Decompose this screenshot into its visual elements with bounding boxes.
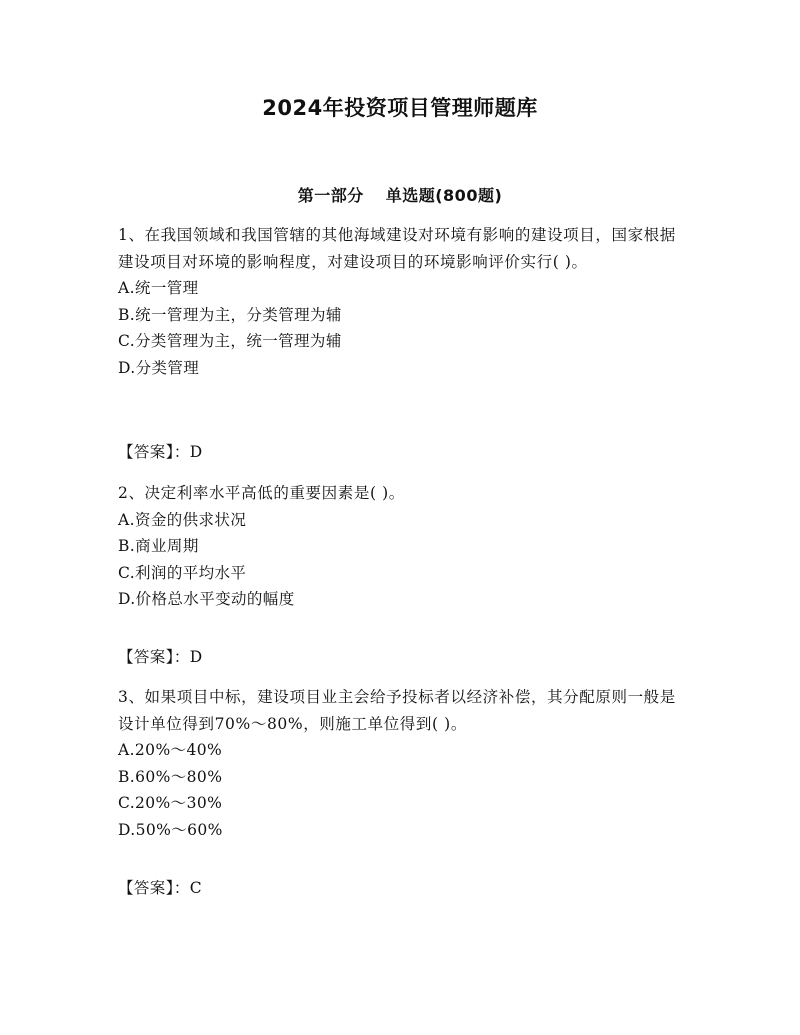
question-1-option-b: B.统一管理为主，分类管理为辅 [118, 305, 342, 324]
question-2-answer [118, 644, 688, 671]
question-1-option-a: A.统一管理 [118, 279, 199, 297]
question-2-option-c: C.利润的平均水平 [118, 563, 247, 582]
question-block-2 [118, 480, 688, 613]
question-3-answer [118, 875, 688, 902]
answer-label: 【答案】： [118, 443, 190, 461]
question-1-option-c: C.分类管理为主，统一管理为辅 [118, 332, 342, 350]
answer-block-1 [118, 439, 688, 466]
answer-label: 【答案】： [118, 879, 190, 897]
document-title: 2024年投资项目管理师题库 [262, 96, 538, 120]
question-block-1 [118, 222, 688, 381]
section-part-label: 第一部分 [297, 186, 364, 205]
answer-value: C [189, 879, 203, 897]
question-1-answer [118, 439, 688, 466]
answer-value: D [189, 648, 203, 666]
question-block-3 [118, 684, 688, 843]
question-1-text: 1、在我国领域和我国管辖的其他海域建设对环境有影响的建设项目，国家根据建设项目对环境的影响程度，对建设项目的环境影响评价实行( )。 [118, 226, 676, 271]
answer-block-2 [118, 644, 688, 671]
question-2-option-a: A.资金的供求状况 [118, 510, 247, 529]
question-2-option-b: B.商业周期 [118, 537, 199, 555]
question-3-text: 3、如果项目中标，建设项目业主会给予投标者以经济补偿，其分配原则一般是设计单位得到70%～80%，则施工单位得到( )。 [118, 688, 676, 733]
answer-value: D [189, 443, 203, 461]
question-3-option-b: B.60%～80% [118, 767, 223, 786]
question-2-option-d: D.价格总水平变动的幅度 [118, 590, 295, 608]
section-heading [0, 183, 800, 206]
question-2-text: 2、决定利率水平高低的重要因素是( )。 [118, 484, 405, 502]
question-3-option-c: C.20%～30% [118, 794, 223, 812]
section-name-label: 单选题(800题) [385, 186, 503, 205]
question-3-option-d: D.50%～60% [118, 820, 223, 839]
answer-block-3 [118, 875, 688, 902]
question-1-option-d: D.分类管理 [118, 358, 200, 377]
question-3-option-a: A.20%～40% [118, 741, 223, 759]
answer-label: 【答案】： [118, 648, 190, 666]
